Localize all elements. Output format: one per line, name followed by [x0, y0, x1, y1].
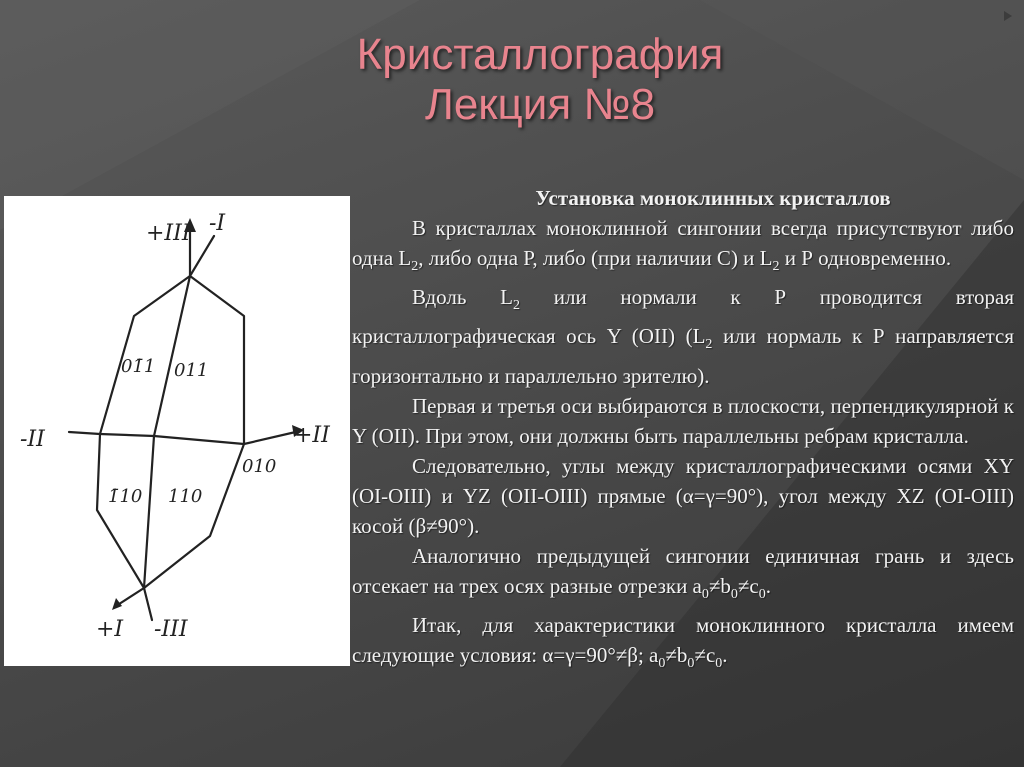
subscript: 0: [687, 655, 695, 671]
paragraph-list: [352, 213, 1014, 679]
label-minus-III: -III: [154, 617, 188, 642]
subscript: 0: [730, 586, 738, 602]
slide-body: [352, 183, 1014, 679]
subscript: 2: [411, 259, 419, 275]
face-label-0-1bar-1: 01̄1: [121, 356, 156, 377]
paragraph: Аналогично предыдущей сингонии единичная грань и здесь отсекает на трех осях разные отрезки $a_0\ne b_0\ne c_0$.: [352, 543, 1014, 602]
section-heading: Установка моноклинных кристаллов: [535, 186, 891, 210]
monoclinic-crystal-drawing: [4, 196, 350, 666]
paragraph: Итак, для характеристики моноклинного кристалла имеем следующие условия: α=γ=90°≠β; $a_0\ne b_0\ne c_0$.: [352, 612, 1014, 671]
paragraph: Следовательно, углы между кристаллографическими осями XY (OI-OIII) и YZ (OII-OIII) прямые (α=γ=90°), угол между XZ (OI-OIII) косой (β≠90°).: [352, 453, 1014, 538]
title-line-2: Лекция №8: [424, 80, 656, 129]
arrow-head-plus-I: [112, 598, 122, 610]
crystal-figure: [4, 196, 350, 666]
subscript: 0: [758, 586, 766, 602]
corner-arrow-icon: [1000, 8, 1016, 24]
paragraph: Вдоль $L_2$ или нормали к Р проводится вторая кристаллографическая ось Y (OII) ($L_2$ или нормаль к Р направляется горизонтально и параллельно зрителю).: [352, 285, 1015, 388]
label-plus-I: +I: [96, 617, 124, 642]
subscript: 2: [772, 259, 780, 275]
paragraph: Первая и третья оси выбираются в плоскости, перпендикулярной к Y (OII). При этом, они должны быть параллельны ребрам кристалла.: [352, 393, 1014, 448]
title-line-1: Кристаллография: [356, 30, 724, 79]
label-minus-II: -II: [20, 427, 45, 452]
face-label-110: 110: [168, 486, 203, 507]
subscript: 0: [658, 655, 666, 671]
face-label-1bar-10: 1̄10: [108, 486, 143, 507]
paragraph: В кристаллах моноклинной сингонии всегда присутствуют либо одна $L_2$, либо одна Р, либо (при наличии С) и $L_2$ и Р одновременно.: [352, 216, 1014, 275]
label-plus-II: +II: [294, 423, 330, 448]
face-label-010: 010: [242, 456, 277, 477]
slide-title: [250, 30, 830, 130]
face-label-011: 011: [174, 360, 209, 381]
subscript: 2: [705, 337, 713, 353]
subscript: 0: [715, 655, 723, 671]
subscript: 0: [701, 586, 709, 602]
subscript: 2: [513, 298, 520, 314]
label-plus-III: +III: [146, 221, 191, 246]
label-minus-I: -I: [209, 211, 226, 236]
